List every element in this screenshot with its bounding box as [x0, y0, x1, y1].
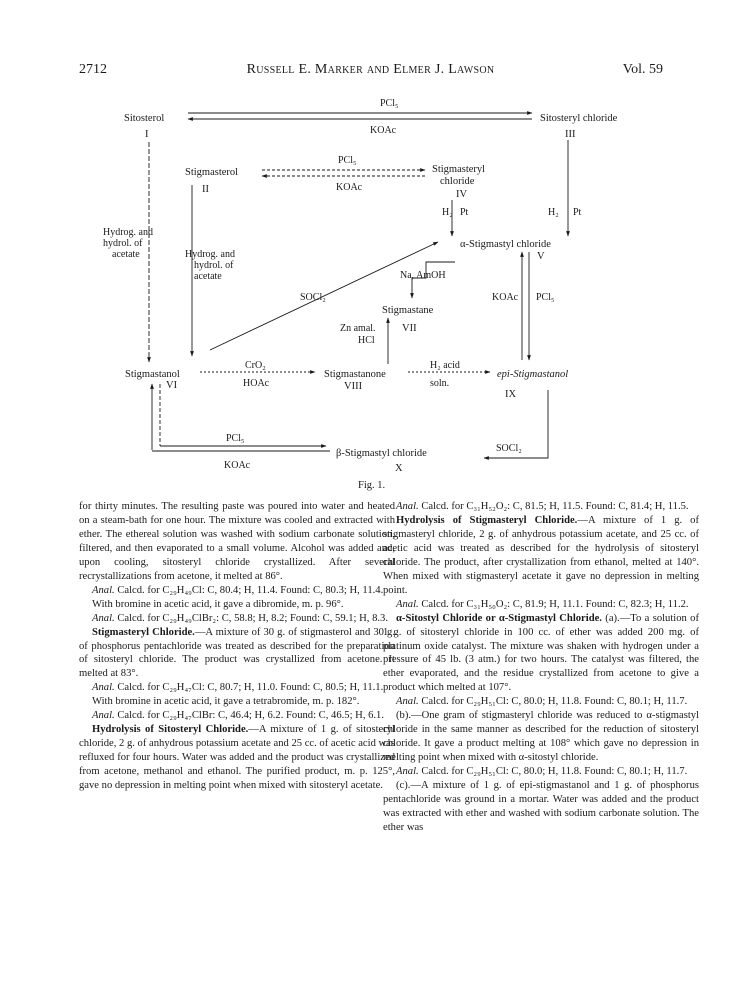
- reagent-koac-bottom: KOAc: [224, 460, 251, 471]
- paragraph-text: Calcd. for C₂₉H₄₇ClBr: C, 46.4; H, 6.2. Found: C, 46.5; H, 6.1.: [117, 710, 385, 722]
- analysis-paragraph: [79, 709, 395, 723]
- reagent-pcl5-bottom: PCl₅: [226, 433, 245, 444]
- paragraph-text: (a).—To a solution of 1 g. of sitosteryl chloride in 100 cc. of ether was added 200 mg. of platinum oxide catalyst. The mixture was shaken with hydrogen under a pressure of 45 lb. (3 atm.) for two hours. The catalyst was filtered, the ether evaporated, and the residue crystallized from acetone to give a product which melted at 107°.: [383, 612, 699, 694]
- compound-alpha-stigmastyl-chloride: α-Stigmastyl chloride: [460, 239, 551, 250]
- reagent-h2-iv: H₂: [442, 207, 453, 218]
- paragraph-text: With bromine in acetic acid, it gave a tetrabromide, m. p. 182°.: [92, 696, 360, 708]
- reagent-pcl5-right: PCl₅: [536, 292, 555, 303]
- anal-label: Anal.: [396, 766, 419, 778]
- section-paragraph: [383, 514, 699, 598]
- compound-num-i: I: [145, 129, 149, 140]
- paragraph-text: Calcd. for C₂₉H₅₁Cl: C, 80.0; H, 11.8. Found: C, 80.1; H, 11.7.: [421, 766, 688, 778]
- anal-label: Anal.: [92, 612, 115, 624]
- paragraph-text: Calcd. for C₂₉H₄₉Cl: C, 80.4; H, 11.4. Found: C, 80.3; H, 11.4.: [117, 584, 384, 596]
- running-head-authors: Russell E. Marker and Elmer J. Lawson: [246, 62, 495, 77]
- compound-num-ii: II: [202, 184, 209, 195]
- body-paragraph: [383, 709, 699, 765]
- reagent-socl2-diag: SOCl₂: [300, 292, 326, 303]
- reagent-hydrog-mid-3: acetate: [194, 271, 222, 282]
- compound-num-vi: VI: [166, 380, 178, 391]
- anal-label: Anal.: [396, 696, 419, 708]
- section-paragraph: [79, 626, 395, 682]
- reagent-hydrog-left-1: Hydrog. and: [103, 227, 153, 238]
- paragraph-text: —A mixture of 30 g. of stigmasterol and 30 g. of phosphorus pentachloride was treated as described for the preparation of sitosteryl chloride. The product was crystallized from acetone. It melted at 83°.: [79, 626, 395, 680]
- paragraph-text: Calcd. for C₂₉H₄₉ClBr₂: C, 58.8; H, 8.2; Found: C, 59.1; H, 8.3.: [117, 612, 388, 624]
- paragraph-text: With bromine in acetic acid, it gave a dibromide, m. p. 96°.: [92, 598, 344, 610]
- reagent-h2-acid: H₂ acid: [430, 360, 460, 371]
- reagent-hoac: HOAc: [243, 378, 270, 389]
- reagent-hydrog-mid-2: hydrol. of: [194, 260, 234, 271]
- reagent-koac-top: KOAc: [370, 125, 397, 136]
- paragraph-text: —A mixture of 1 g. of sitosteryl chloride, 2 g. of anhydrous potassium acetate and 25 cc. of acetic acid was refluxed for four hours. Water was added and the product was crystallized from acetone, methanol and ethanol. The purified product, m. p. 125°, gave no depression in melting point when mixed with sitosteryl acetate.: [79, 724, 395, 792]
- compound-num-viii: VIII: [344, 381, 363, 392]
- reagent-pt-iii: Pt: [573, 207, 582, 218]
- reagent-koac-mid: KOAc: [336, 182, 363, 193]
- anal-label: Anal.: [92, 710, 115, 722]
- reagent-hydrog-left-3: acetate: [112, 249, 140, 260]
- paragraph-text: Calcd. for C₂₉H₅₁Cl: C, 80.0; H, 11.8. Found: C, 80.1; H, 11.7.: [421, 696, 688, 708]
- figure-caption: Fig. 1.: [358, 480, 386, 491]
- reagent-pcl5-top: PCl₅: [380, 98, 399, 109]
- section-title: α-Sitostyl Chloride or α-Stigmastyl Chloride.: [396, 612, 602, 624]
- paragraph-text: —A mixture of 1 g. of stigmasteryl chloride, 2 g. of anhydrous potassium acetate, and 25 cc. of acetic acid was treated as described for the hydrolysis of sitosteryl chloride. The product, after crystallization from ethanol, melted at 140°. When mixed with stigmasteryl acetate it gave no depression in melting point.: [383, 514, 700, 596]
- compound-stigmasteryl-chloride-1: Stigmasteryl: [432, 164, 486, 175]
- compound-num-v: V: [537, 251, 545, 262]
- reagent-hcl: HCl: [358, 335, 375, 346]
- compound-stigmastane: Stigmastane: [382, 305, 434, 316]
- compound-num-x: X: [395, 463, 403, 474]
- analysis-paragraph: [383, 598, 699, 612]
- paragraph-text: (b).—One gram of stigmasteryl chloride was reduced to α-stigmastyl chloride in the same manner as described for the reduction of sitosteryl chloride. It gave a product melting at 108° which gave no depression in melting point when mixed with α-sitostyl chloride.: [383, 710, 699, 764]
- anal-label: Anal.: [396, 501, 419, 512]
- right-text-column: [383, 500, 699, 835]
- section-title: Hydrolysis of Stigmasteryl Chloride.: [396, 514, 578, 526]
- paragraph-text: for thirty minutes. The resulting paste was poured into water and heated on a steam-bath for one hour. The mixture was cooled and extracted with ether. The ethereal solution was washed with sodium carbonate solution, filtered, and then evaporated to a small volume. Alcohol was added and, upon cooling, sitosteryl chloride crystallized. After several recrystallizations from acetone, it melted at 86°.: [79, 501, 395, 582]
- section-paragraph: [383, 612, 699, 696]
- analysis-paragraph: [79, 612, 395, 626]
- anal-label: Anal.: [92, 682, 115, 694]
- paragraph-text: Calcd. for C₃₁H₅₀O₂: C, 81.9; H, 11.1. Found: C, 82.3; H, 11.2.: [421, 598, 689, 610]
- section-title: Hydrolysis of Sitosteryl Chloride.: [92, 724, 249, 736]
- anal-label: Anal.: [396, 598, 419, 610]
- compound-num-iv: IV: [456, 189, 468, 200]
- section-title: Stigmasteryl Chloride.: [92, 626, 195, 638]
- compound-num-iii: III: [565, 129, 576, 140]
- compound-stigmastanone: Stigmastanone: [324, 369, 386, 380]
- anal-label: Anal.: [92, 584, 115, 596]
- body-paragraph: [79, 598, 395, 612]
- reagent-koac-right: KOAc: [492, 292, 519, 303]
- compound-beta-stigmastyl-chloride: β-Stigmastyl chloride: [336, 448, 427, 459]
- compound-stigmasterol: Stigmasterol: [185, 167, 239, 178]
- compound-epi-stigmastanol: epi-Stigmastanol: [497, 369, 569, 380]
- reagent-socl2-bottom: SOCl₂: [496, 443, 522, 454]
- body-paragraph: [79, 695, 395, 709]
- compound-sitosteryl-chloride: Sitosteryl chloride: [540, 113, 618, 124]
- compound-num-vii: VII: [402, 323, 417, 334]
- analysis-paragraph: [383, 500, 699, 514]
- page-number: 2712: [79, 62, 107, 77]
- reaction-scheme-figure: [0, 0, 741, 500]
- analysis-paragraph: [383, 765, 699, 779]
- reagent-h2-iii: H₂: [548, 207, 559, 218]
- analysis-paragraph: [79, 681, 395, 695]
- reagent-pcl5-mid: PCl₅: [338, 155, 357, 166]
- analysis-paragraph: [79, 584, 395, 598]
- reagent-pt-iv: Pt: [460, 207, 469, 218]
- reagent-cro2: CrO₂: [245, 360, 266, 371]
- paragraph-text: Calcd. for C₃₁H₅₂O₂: C, 81.5; H, 11.5. Found: C, 81.4; H, 11.5.: [421, 501, 689, 512]
- body-paragraph: [383, 779, 699, 835]
- compound-stigmasteryl-chloride-2: chloride: [440, 176, 475, 187]
- section-paragraph: [79, 723, 395, 793]
- reagent-hydrog-left-2: hydrol. of: [103, 238, 143, 249]
- left-text-column: [79, 500, 395, 793]
- reagent-na-amoh: Na, AmOH: [400, 270, 446, 281]
- paragraph-text: Calcd. for C₂₉H₄₇Cl: C, 80.7; H, 11.0. Found: C, 80.5; H, 11.1.: [117, 682, 384, 694]
- reagent-hydrog-mid-1: Hydrog. and: [185, 249, 235, 260]
- compound-stigmastanol: Stigmastanol: [125, 369, 180, 380]
- compound-sitosterol: Sitosterol: [124, 113, 165, 124]
- analysis-paragraph: [383, 695, 699, 709]
- paragraph-text: (c).—A mixture of 1 g. of epi-stigmastanol and 1 g. of phosphorus pentachloride was ground in a mortar. Water was added and the product was extracted with ether and washed with sodium carbonate solution. The ether was: [383, 780, 699, 833]
- volume-label: Vol. 59: [622, 62, 663, 77]
- reagent-zn-amal: Zn amal.: [340, 323, 376, 334]
- compound-num-ix: IX: [505, 389, 517, 400]
- body-paragraph: [79, 500, 395, 584]
- reagent-soln: soln.: [430, 378, 450, 389]
